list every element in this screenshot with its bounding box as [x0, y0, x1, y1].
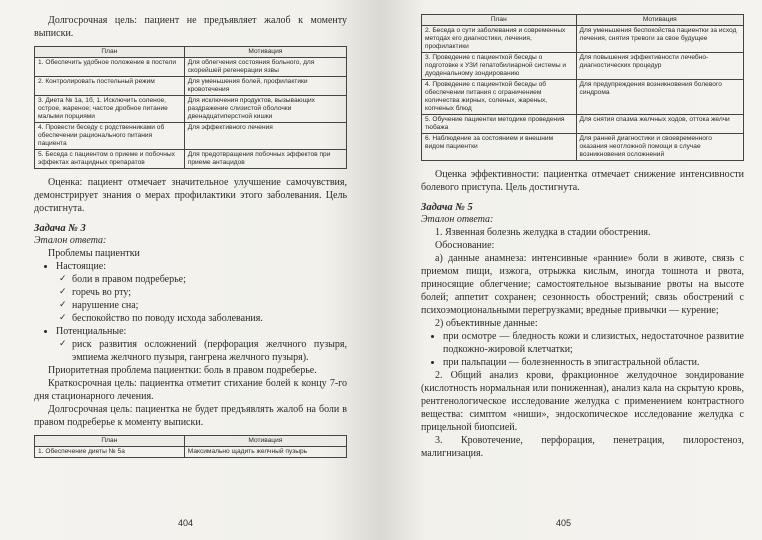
table-header-plan: План: [35, 47, 185, 58]
present-problems-list: [34, 273, 347, 325]
evaluation-paragraph: Оценка: пациент отмечает значительное улучшение самочувствия, демонстрирует знания о мерах профилактики этого заболевания. Цель достигнута.: [34, 177, 347, 214]
motivation-cell: Для исключения продуктов, вызывающих раздражение слизистой оболочки двенадцатиперстной кишки: [184, 96, 346, 123]
evaluation-paragraph: Оценка эффективности: пациентка отмечает снижение интенсивности болевого приступа. Цель достигнута.: [421, 169, 744, 193]
table-header-motivation: Мотивация: [576, 15, 743, 26]
table-header-motivation: Мотивация: [184, 436, 346, 447]
table-header-plan: План: [35, 436, 185, 447]
motivation-cell: Для эффективного лечения: [184, 123, 346, 150]
page-number: 404: [178, 518, 194, 528]
page-number: 405: [556, 518, 572, 528]
table-header-plan: План: [422, 15, 577, 26]
right-page: [381, 0, 762, 540]
plan-cell: 5. Обучение пациентки методике проведения тюбажа: [422, 115, 577, 134]
present-label: • Настоящие:: [56, 260, 347, 273]
table-header-motivation: Мотивация: [184, 47, 346, 58]
motivation-cell: Для уменьшения болей, профилактики кровотечения: [184, 77, 346, 96]
problems-list: [34, 260, 347, 273]
priority-problem: Приоритетная проблема пациентки: боль в правом подреберье.: [48, 365, 317, 376]
objective-label: 2) объективные данные:: [435, 318, 538, 329]
answer-label: Эталон ответа:: [421, 214, 494, 225]
motivation-cell: Для ранней диагностики и своевременного оказания неотложной помощи в случае возникновения осложнений: [576, 134, 743, 161]
list-item: ✓ боли в правом подреберье;: [72, 273, 347, 286]
table-row: [35, 58, 347, 77]
plan-cell: 4. Проведение с пациенткой беседы об обеспечении питания с ограничением количества жирных, соленых, жареных, копченых блюд: [422, 80, 577, 115]
plan-cell: 2. Контролировать постельный режим: [35, 77, 185, 96]
task-heading: Задача № 5: [421, 202, 473, 213]
long-term-goal-2: Долгосрочная цель: пациентка не будет предъявлять жалоб на боли в правом подреберье к моменту выписки.: [34, 404, 347, 428]
plan-cell: 3. Проведение с пациенткой беседы о подготовке к УЗИ гепатобилиарной системы и дуоденальному зондированию: [422, 53, 577, 80]
list-item: ✓ беспокойство по поводу исхода заболевания.: [72, 312, 347, 325]
long-term-goal-1: Долгосрочная цель: пациент не предъявляет жалоб к моменту выписки.: [34, 15, 347, 39]
diagnosis: 1. Язвенная болезнь желудка в стадии обострения.: [435, 227, 651, 238]
care-plan-table-2: [34, 435, 347, 458]
table-row: [35, 123, 347, 150]
motivation-cell: Для облегчения состояния больного, для скорейшей регенерации язвы: [184, 58, 346, 77]
table-row: [422, 53, 744, 80]
plan-cell: 5. Беседа с пациентом о приеме и побочных эффектах антацидных препаратов: [35, 150, 185, 169]
potential-label: • Потенциальные:: [56, 325, 347, 338]
list-item: ✓ нарушение сна;: [72, 299, 347, 312]
motivation-cell: Для предупреждения возникновения болевого синдрома: [576, 80, 743, 115]
motivation-cell: Максимально щадить желчный пузырь: [184, 447, 346, 458]
plan-cell: 6. Наблюдение за состоянием и внешним видом пациентки: [422, 134, 577, 161]
motivation-cell: Для снятия спазма желчных ходов, оттока желчи: [576, 115, 743, 134]
motivation-cell: Для уменьшения беспокойства пациентки за исход лечения, снятия тревоги за свое будущее: [576, 26, 743, 53]
plan-cell: 1. Обеспечение диеты № 5а: [35, 447, 185, 458]
care-plan-table-3: [421, 14, 744, 161]
table-row: [422, 134, 744, 161]
plan-cell: 1. Обеспечить удобное положение в постели: [35, 58, 185, 77]
table-row: [422, 115, 744, 134]
list-item: ✓ горечь во рту;: [72, 286, 347, 299]
table-row: [35, 96, 347, 123]
table-row: [35, 447, 347, 458]
table-row: [35, 77, 347, 96]
motivation-cell: Для предотвращения побочных эффектов при приеме антацидов: [184, 150, 346, 169]
complications-paragraph: 3. Кровотечение, перфорация, пенетрация, пилоростеноз, малигнизация.: [421, 435, 744, 459]
potential-list-wrap: [34, 325, 347, 338]
anamnesis-data: а) данные анамнеза: интенсивные «ранние» боли в животе, связь с приемом пищи, изжога, отрыжка кислым, иногда тошнота и рвота, приносящие облегчение; самостоятельное вызывание рвоты на высоте болей; аппетит сохранен; сезонность обострений; связь обострений с психоэмоциональными перегрузками; вредные привычки — курение;: [421, 253, 744, 316]
objective-list: [421, 330, 744, 369]
task-heading: Задача № 3: [34, 223, 86, 234]
analysis-paragraph: 2. Общий анализ крови, фракционное желудочное зондирование (кислотность нормальная или пониженная), анализ кала на скрытую кровь, рентгенологическое исследование желудка с применением контрастного вещества: симптом «ниши», эндоскопическое исследование желудка с прицельной биопсией.: [421, 370, 744, 433]
care-plan-table-1: [34, 46, 347, 169]
potential-problems-list: [34, 338, 347, 364]
table-row: [422, 26, 744, 53]
plan-cell: 4. Провести беседу с родственниками об обеспечении рационального питания пациента: [35, 123, 185, 150]
answer-label: Эталон ответа:: [34, 235, 107, 246]
list-item: ✓ риск развития осложнений (перфорация желчного пузыря, эмпиема желчного пузыря, гангрена желчного пузыря).: [72, 338, 347, 364]
basis-label: Обоснование:: [435, 240, 495, 251]
motivation-cell: Для повышения эффективности лечебно-диагностических процедур: [576, 53, 743, 80]
list-item: • при осмотре — бледность кожи и слизистых, недостаточное развитие подкожно-жировой клетчатки;: [443, 330, 744, 356]
plan-cell: 3. Диета № 1а, 1б, 1. Исключить соленое, острое, жареное; частое дробное питание малыми порциями: [35, 96, 185, 123]
table-row: [35, 150, 347, 169]
problems-title: Проблемы пациентки: [48, 248, 140, 259]
short-term-goal: Краткосрочная цель: пациентка отметит стихание болей к концу 7-го дня стационарного лечения.: [34, 378, 347, 402]
plan-cell: 2. Беседа о сути заболевания и современных методах его диагностики, лечения, профилактики: [422, 26, 577, 53]
table-row: [422, 80, 744, 115]
list-item: • при пальпации — болезненность в эпигастральной области.: [443, 356, 744, 369]
